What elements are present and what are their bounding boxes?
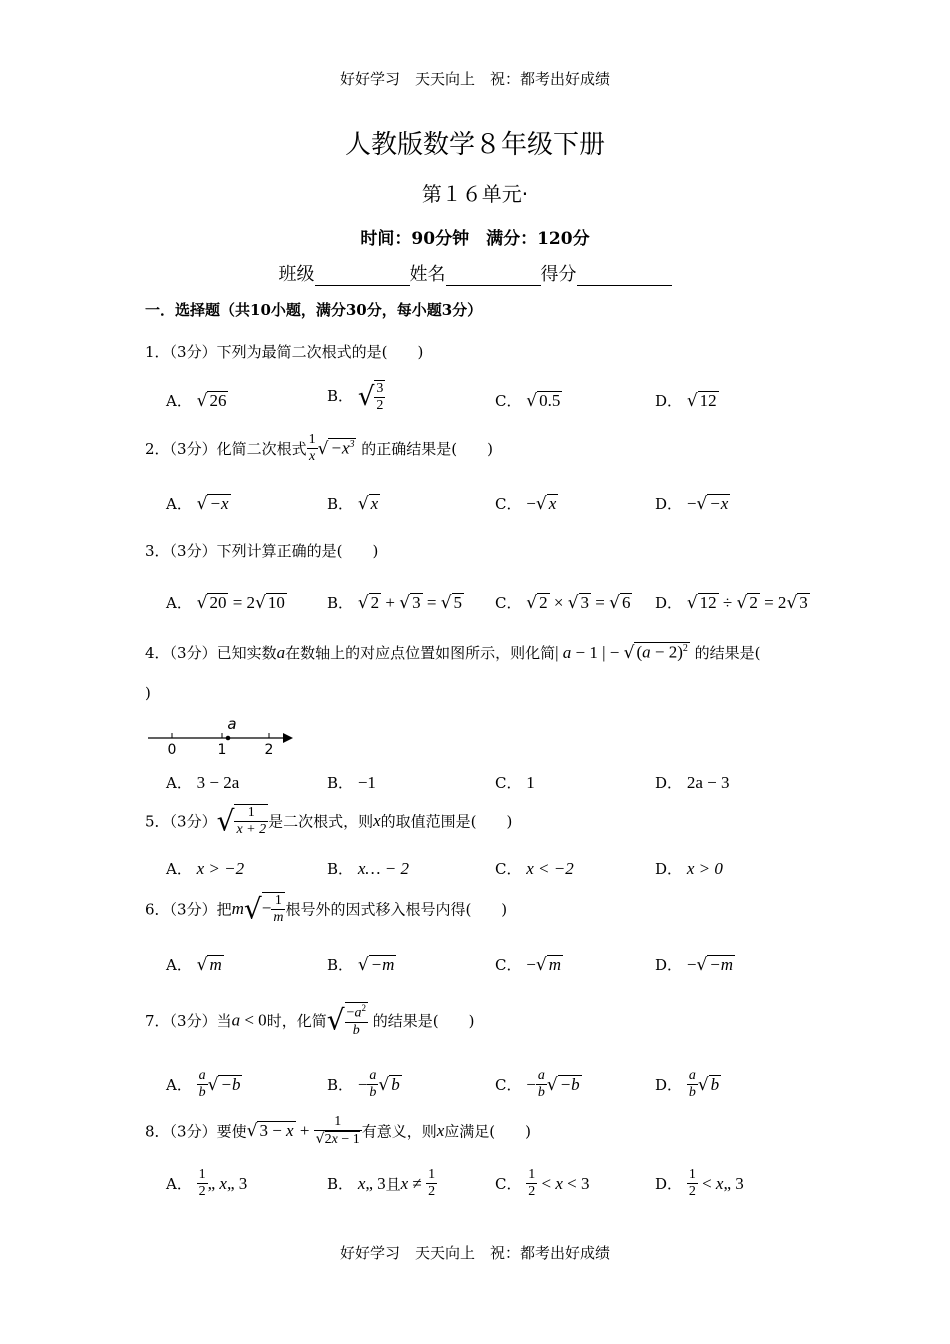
option-letter: B．	[327, 956, 354, 974]
option-letter: A．	[166, 392, 192, 410]
option-letter: B．	[327, 387, 354, 405]
option-value: 1	[526, 773, 535, 792]
q8-option-c[interactable]: C． $\frac{1}{2}$ < x < 3	[495, 1167, 590, 1200]
q1-option-b[interactable]: B． √ $\frac{3}{2}$	[327, 381, 384, 414]
option-letter: B．	[327, 495, 354, 513]
option-value: 2a − 3	[686, 773, 730, 792]
q5-option-b[interactable]	[327, 858, 409, 879]
stem-text: 在数轴上的对应点位置如图所示，则化简	[285, 644, 556, 662]
numerator: 3	[374, 381, 385, 398]
option-letter: A．	[166, 774, 192, 792]
class-blank[interactable]	[315, 267, 410, 286]
option-value: x… − 2	[357, 859, 409, 878]
axis-arrow	[283, 733, 293, 743]
option-letter: A．	[166, 495, 192, 513]
option-letter: D．	[655, 495, 683, 513]
name-blank[interactable]	[446, 267, 541, 286]
section-heading: 一．选择题（共10小题，满分30分，每小题3分）	[145, 301, 483, 319]
question-4-close: )	[145, 684, 151, 702]
q7-option-a[interactable]: A． $\frac{a}{b}$ √ −b	[166, 1068, 241, 1101]
option-letter: D．	[655, 392, 683, 410]
option-value: −1	[357, 773, 376, 792]
page-header: 好好学习 天天向上 祝：都考出好成绩	[339, 70, 610, 88]
stem-text: 应满足( )	[444, 1122, 531, 1141]
time-score: 时间：90分钟 满分：120分	[360, 229, 590, 249]
question-3: 3．（3分）下列计算正确的是( )	[145, 542, 379, 560]
point-a-label: a	[227, 715, 237, 733]
option-letter: D．	[655, 1076, 683, 1094]
stem-text: 5．（3分）	[145, 812, 217, 831]
option-letter: C．	[495, 392, 522, 410]
stem-text: 是二次根式，则	[268, 812, 374, 831]
option-value: x > −2	[196, 859, 245, 878]
stem-text: 有意义，则	[361, 1122, 437, 1141]
option-letter: B．	[327, 774, 354, 792]
denominator: 2	[376, 398, 384, 414]
page-title: 人教版数学８年级下册	[344, 130, 605, 160]
option-letter: A．	[166, 1076, 192, 1094]
option-letter: D．	[655, 956, 683, 974]
q2-option-b[interactable]: B． √ x	[327, 494, 379, 514]
option-letter: A．	[166, 1175, 192, 1193]
q6-option-c[interactable]: C． −√ m	[495, 955, 561, 975]
q3-option-c[interactable]: C． √ 2 × √ 3 = √ 6	[495, 593, 631, 613]
q1-option-a[interactable]: A． √ 26	[166, 391, 227, 411]
stem-text: 8．（3分）要使	[145, 1122, 247, 1141]
question-6: 6．（3分）把m√− $\frac{1}{m}$ 根号外的因式移入根号内得( )	[145, 892, 508, 926]
stem-text: 时，化简	[266, 1011, 327, 1030]
radicand: 0.5	[539, 391, 561, 410]
stem-text: 的正确结果是( )	[361, 440, 493, 458]
option-letter: C．	[495, 495, 522, 513]
option-value: x > 0	[686, 859, 723, 878]
stem-text: 6．（3分）把	[145, 900, 232, 919]
option-letter: C．	[495, 956, 522, 974]
option-letter: B．	[327, 594, 354, 612]
q2-option-a[interactable]: A． √ −x	[166, 494, 229, 514]
number-line	[145, 712, 300, 758]
q3-option-b[interactable]: B． √ 2 + √ 3 = √ 5	[327, 593, 463, 613]
stem-text: 4．（3分）已知实数	[145, 644, 277, 662]
question-5: 5．（3分）√ $\frac{1}{x + 2}$ 是二次根式，则x的取值范围是( )	[145, 804, 513, 838]
stem-text: 的取值范围是( )	[380, 812, 513, 831]
name-label: 姓名	[409, 264, 446, 285]
stem-text: 7．（3分）当	[145, 1011, 232, 1030]
q2-option-c[interactable]: C． −√ x	[495, 494, 557, 514]
radicand: 12	[699, 391, 717, 410]
option-letter: D．	[655, 774, 683, 792]
q5-option-a[interactable]	[166, 858, 244, 879]
option-letter: A．	[166, 860, 192, 878]
option-letter: B．	[327, 1175, 354, 1193]
q5-option-d[interactable]	[655, 858, 723, 879]
q6-option-d[interactable]: D． −√ −m	[655, 955, 733, 975]
q4-option-a[interactable]	[166, 772, 239, 793]
q5-option-c[interactable]	[495, 858, 574, 879]
question-8: 8．（3分）要使√ 3 − x + $\frac{1}{√2x - 1}$ 有意义，则x应满足( )	[145, 1114, 531, 1148]
tick-label-2: 2	[264, 742, 274, 758]
question-1: 1．（3分）下列为最简二次根式的是( )	[145, 343, 424, 361]
option-letter: C．	[495, 594, 522, 612]
class-label: 班级	[278, 264, 315, 285]
score-blank[interactable]	[577, 267, 672, 286]
option-letter: D．	[655, 1175, 683, 1193]
option-letter: D．	[655, 860, 683, 878]
q4-option-c[interactable]	[495, 772, 535, 793]
page-footer: 好好学习 天天向上 祝：都考出好成绩	[339, 1244, 610, 1262]
question-4: 4．（3分）已知实数a在数轴上的对应点位置如图所示，则化简| a − 1 | − √ $(a - 2)^2$ 的结果是(	[145, 643, 761, 663]
q6-option-a[interactable]: A． √ m	[166, 955, 222, 975]
q7-option-d[interactable]: D． $\frac{a}{b}$ √ b	[655, 1068, 720, 1101]
option-letter: A．	[166, 956, 192, 974]
q7-option-c[interactable]: C． − $\frac{a}{b}$ √ −b	[495, 1068, 580, 1101]
student-info	[0, 260, 950, 286]
option-letter: C．	[495, 1175, 522, 1193]
radicand: 26	[209, 391, 227, 410]
option-letter: C．	[495, 860, 522, 878]
option-letter: D．	[655, 594, 683, 612]
stem-text: 根号外的因式移入根号内得( )	[285, 900, 508, 919]
q6-option-b[interactable]: B． √ −m	[327, 955, 395, 975]
q8-option-d[interactable]: D． $\frac{1}{2}$ < x„ 3	[655, 1167, 744, 1200]
question-7: 7．（3分）当a < 0时，化简√ $\frac{-a^2}{b}$ 的结果是( )	[145, 1003, 475, 1038]
option-letter: A．	[166, 594, 192, 612]
q2-option-d[interactable]: D． −√ −x	[655, 494, 729, 514]
point-a	[226, 736, 231, 741]
stem-text: 的结果是( )	[372, 1011, 475, 1030]
q8-option-a[interactable]: A． $\frac{1}{2}$ „ x„ 3	[166, 1167, 248, 1200]
option-value: 3 − 2a	[196, 773, 240, 792]
q8-option-b[interactable]: B． x„ 3且x ≠ $\frac{1}{2}$	[327, 1167, 436, 1200]
option-letter: C．	[495, 1076, 522, 1094]
option-letter: C．	[495, 774, 522, 792]
q1-option-d[interactable]: D． √ 12	[655, 391, 717, 411]
tick-label-1: 1	[217, 742, 227, 758]
score-label: 得分	[540, 264, 577, 285]
option-value: x < −2	[526, 859, 574, 878]
q3-option-a[interactable]: A． √ 20 = 2√ 10	[166, 593, 285, 613]
option-letter: B．	[327, 1076, 354, 1094]
q4-option-d[interactable]	[655, 772, 729, 793]
option-letter: B．	[327, 860, 354, 878]
q1-option-c[interactable]: C． √ 0.5	[495, 391, 561, 411]
q7-option-b[interactable]: B． − $\frac{a}{b}$ √ b	[327, 1068, 400, 1101]
q3-option-d[interactable]: D． √ 12 ÷ √ 2 = 2√ 3	[655, 593, 808, 613]
question-2: 2．（3分）化简二次根式 $\frac{1}{x}$ √ $-x^3$ 的正确结果是( )	[145, 432, 493, 465]
tick-label-0: 0	[167, 742, 177, 758]
stem-text: 2．（3分）化简二次根式	[145, 440, 307, 458]
unit-title: 第１６单元·	[421, 182, 529, 206]
q4-option-b[interactable]	[327, 772, 376, 793]
stem-text: 的结果是(	[694, 644, 761, 662]
